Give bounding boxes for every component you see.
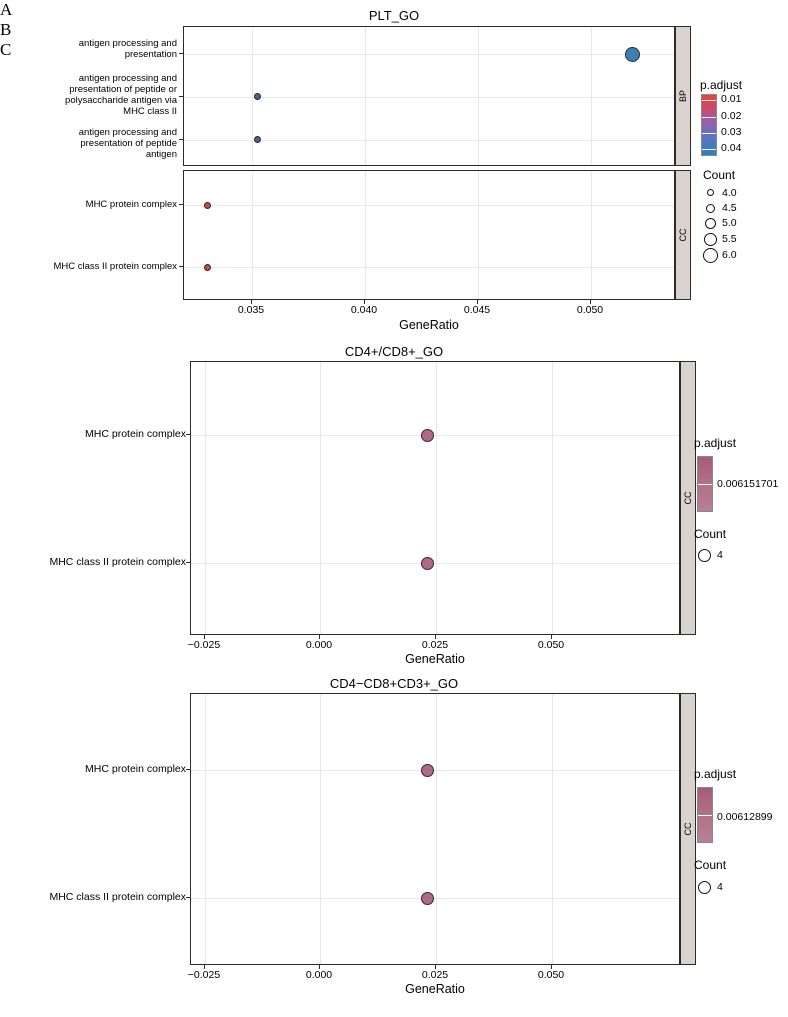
gridline-h [191, 770, 679, 771]
facet-strip-c-cc [680, 693, 696, 965]
legend-title-padjust-b: p.adjust [694, 436, 737, 450]
y-axis-tick [186, 562, 190, 563]
facet-strip-label: BP [678, 89, 688, 103]
gridline-v [552, 694, 553, 964]
facet-strip-a-bp [675, 26, 691, 166]
legend-tick [702, 149, 716, 150]
x-axis-tick-label: 0.050 [576, 304, 604, 316]
y-axis-label-mhc-class-ii-protein-complex: MHC class II protein complex [53, 261, 177, 272]
legend-value-count-c: 4 [717, 881, 723, 893]
legend-colorbar-c [697, 787, 713, 843]
legend-value-count-45: 4.5 [722, 202, 737, 214]
y-axis-tick [179, 266, 183, 267]
facet-strip-label: CC [683, 822, 693, 836]
legend-colorbar-b [697, 456, 713, 512]
gridline-h [191, 898, 679, 899]
gridline-v [591, 27, 592, 165]
legend-value-padjust-004: 0.04 [721, 142, 742, 154]
data-point [421, 429, 434, 442]
legend-value-count-50: 5.0 [722, 217, 737, 229]
gridline-v [552, 362, 553, 634]
legend-tick [702, 100, 716, 101]
y-axis-label-mhc-protein-complex: MHC protein complex [85, 199, 177, 210]
gridline-v [252, 171, 253, 299]
data-point [254, 93, 261, 100]
gridline-h [184, 267, 674, 268]
legend-title-padjust-a: p.adjust [700, 78, 743, 92]
legend-size-marker [704, 233, 717, 246]
legend-size-marker [698, 549, 711, 562]
legend-value-padjust-001: 0.01 [721, 93, 742, 105]
y-axis-tick [186, 434, 190, 435]
legend-title-padjust-c: p.adjust [694, 767, 737, 781]
facet-strip-label: CC [683, 491, 693, 505]
y-axis-tick [186, 769, 190, 770]
facet-strip-a-cc [675, 170, 691, 300]
plot-area-c [190, 693, 680, 965]
legend-colorbar-a [701, 94, 717, 156]
legend-size-marker [705, 218, 716, 229]
gridline-v [365, 27, 366, 165]
legend-tick [698, 815, 712, 816]
x-axis-tick-label: 0.000 [305, 969, 333, 981]
legend-value-count-b: 4 [717, 549, 723, 561]
data-point [204, 264, 211, 271]
gridline-v [205, 694, 206, 964]
legend-size-marker [707, 189, 714, 196]
plot-area-b [190, 361, 680, 635]
x-axis-tick-label: 0.025 [421, 639, 449, 651]
plot-area-a-cc [183, 170, 675, 300]
y-axis-label-antigen-processing-mhc-ii [25, 73, 177, 117]
y-axis-tick [179, 204, 183, 205]
y-axis-label-mhc-class-ii-protein-complex: MHC class II protein complex [49, 891, 186, 903]
x-axis-tick-label: 0.040 [350, 304, 378, 316]
gridline-h [184, 54, 674, 55]
data-point [204, 202, 211, 209]
x-axis-tick-label: −0.025 [187, 639, 221, 651]
legend-title-count-a: Count [703, 168, 736, 182]
data-point [421, 764, 434, 777]
y-axis-label-antigen-processing-presentation [25, 38, 177, 60]
legend-tick [702, 117, 716, 118]
x-axis-tick-label: 0.050 [537, 969, 565, 981]
legend-size-marker [698, 881, 711, 894]
x-axis-tick-label: 0.050 [537, 639, 565, 651]
data-point [421, 557, 434, 570]
x-axis-title-b: GeneRatio [405, 652, 465, 666]
x-axis-title-c: GeneRatio [405, 982, 465, 996]
panel-letter-b: B [0, 20, 12, 39]
y-axis-label-antigen-processing-peptide [25, 127, 177, 160]
legend-value-padjust-003: 0.03 [721, 126, 742, 138]
legend-tick [702, 133, 716, 134]
y-axis-tick [179, 139, 183, 140]
chart-title-c: CD4−CD8+CD3+_GO [329, 676, 459, 691]
chart-title-b: CD4+/CD8+_GO [344, 344, 444, 359]
legend-tick [698, 484, 712, 485]
legend-value-count-40: 4.0 [722, 187, 737, 199]
label-line: presentation [124, 49, 177, 60]
gridline-v [478, 171, 479, 299]
data-point [254, 136, 261, 143]
legend-title-count-b: Count [694, 527, 727, 541]
label-line: antigen processing and [78, 73, 177, 84]
facet-strip-label: CC [678, 228, 688, 242]
x-axis-tick-label: −0.025 [187, 969, 221, 981]
label-line: presentation of peptide [80, 138, 177, 149]
label-line: MHC class II [123, 106, 177, 117]
label-line: antigen [145, 149, 177, 160]
legend-value-padjust-002: 0.02 [721, 110, 742, 122]
legend-size-marker [706, 204, 715, 213]
label-line: polysaccharide antigen via [65, 95, 177, 106]
label-line: antigen processing and [78, 38, 177, 49]
y-axis-label-mhc-class-ii-protein-complex: MHC class II protein complex [49, 556, 186, 568]
gridline-h [184, 205, 674, 206]
chart-title-a: PLT_GO [368, 8, 420, 23]
gridline-v [436, 362, 437, 634]
y-axis-label-mhc-protein-complex: MHC protein complex [85, 428, 186, 440]
panel-letter-a: A [0, 0, 13, 19]
y-axis-label-mhc-protein-complex: MHC protein complex [85, 763, 186, 775]
gridline-h [191, 435, 679, 436]
x-axis-tick-label: 0.045 [463, 304, 491, 316]
y-axis-tick [179, 96, 183, 97]
gridline-v [591, 171, 592, 299]
y-axis-tick [179, 53, 183, 54]
gridline-v [478, 27, 479, 165]
gridline-v [205, 362, 206, 634]
legend-value-padjust-c: 0.00612899 [717, 811, 773, 823]
legend-title-count-c: Count [694, 858, 727, 872]
label-line: presentation of peptide or [69, 84, 177, 95]
gridline-v [365, 171, 366, 299]
gridline-v [320, 362, 321, 634]
facet-strip-b-cc [680, 361, 696, 635]
gridline-h [191, 563, 679, 564]
gridline-v [320, 694, 321, 964]
x-axis-tick-label: 0.000 [305, 639, 333, 651]
legend-value-padjust-b: 0.006151701 [717, 478, 779, 490]
legend-value-count-60: 6.0 [722, 249, 737, 261]
x-axis-title-a: GeneRatio [399, 318, 459, 332]
label-line: antigen processing and [78, 127, 177, 138]
data-point [421, 892, 434, 905]
plot-area-a-bp [183, 26, 675, 166]
x-axis-tick-label: 0.025 [421, 969, 449, 981]
y-axis-tick [186, 897, 190, 898]
legend-size-marker [703, 248, 718, 263]
gridline-v [436, 694, 437, 964]
x-axis-tick-label: 0.035 [237, 304, 265, 316]
panel-letter-c: C [0, 40, 12, 59]
gridline-v [252, 27, 253, 165]
data-point [625, 47, 640, 62]
legend-value-count-55: 5.5 [722, 233, 737, 245]
